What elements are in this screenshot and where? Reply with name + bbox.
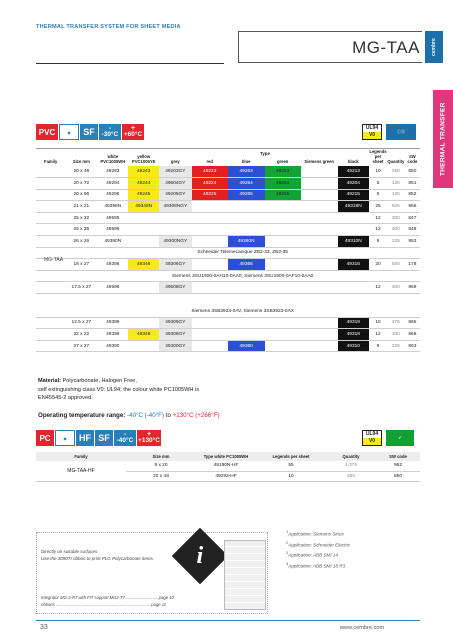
sf-badge: SF	[80, 124, 98, 140]
code-cell: 49215	[338, 189, 370, 201]
col-header: red	[206, 159, 213, 164]
legends-cell: 15	[369, 317, 387, 329]
info-text-2: Use the 3090TI ribbon to print PLG Polycarbonate items.	[41, 556, 155, 561]
size-cell: 25 x 32	[65, 212, 97, 224]
sw-code-cell: 847	[405, 212, 420, 224]
size-cell: 21 x 21	[65, 201, 97, 213]
size-cell: 20 x 48	[126, 471, 196, 481]
family-cell: MG-TAA-HF	[36, 461, 126, 481]
code-cell: 49316	[338, 259, 370, 271]
halogen-icon-2: ◆	[55, 430, 75, 446]
code-cell: 49598	[97, 282, 128, 294]
sw-code-cell: 848	[405, 224, 420, 236]
info-ref-1[interactable]: Integrator MG-2-R7 with FIT support MG2-T7 ........................... page 10	[41, 595, 174, 600]
footer-rule	[36, 620, 420, 621]
quantity-cell: 300	[387, 282, 405, 294]
code-cell: 49399	[97, 317, 128, 329]
halogen-icon: ◆	[59, 124, 79, 140]
code-cell	[301, 189, 338, 201]
family-cell	[36, 166, 65, 178]
sf-badge-2: SF	[95, 430, 113, 446]
code-cell: 49265	[228, 189, 265, 201]
col-header: Quantity	[387, 159, 405, 164]
spec-badges	[36, 124, 144, 140]
code-cell	[128, 212, 159, 224]
legends-cell: 55	[256, 461, 326, 471]
code-cell: 49264	[228, 178, 265, 190]
col-header: Siemens green	[304, 159, 335, 164]
quantity-cell: 1.375	[326, 461, 376, 471]
table-row	[36, 212, 420, 224]
size-cell: 9 x 20	[126, 461, 196, 471]
quantity-cell: 225	[387, 236, 405, 248]
code-cell	[265, 224, 301, 236]
pvc-badge: PVC	[36, 124, 58, 140]
table-row	[36, 166, 420, 178]
hot-badge-2: + +130°C	[138, 431, 160, 444]
table-row	[36, 461, 420, 471]
brand-logo: cembre	[425, 31, 443, 63]
family-cell	[36, 178, 65, 190]
code-cell: 49306GY	[159, 259, 192, 271]
code-cell: 49310	[338, 340, 370, 352]
table-row	[36, 189, 420, 201]
code-cell	[301, 259, 338, 271]
col-header: SW code	[376, 452, 420, 461]
quantity-cell: 250	[387, 166, 405, 178]
code-cell: 49253	[265, 166, 301, 178]
size-cell: 25 x 35	[65, 224, 97, 236]
code-cell	[159, 224, 192, 236]
code-cell: 49360N	[228, 236, 265, 248]
sw-code-cell: 866	[405, 329, 420, 341]
col-header: Family	[36, 452, 126, 461]
code-cell	[301, 224, 338, 236]
code-cell	[228, 282, 265, 294]
code-cell	[192, 340, 228, 352]
code-cell	[338, 224, 370, 236]
code-cell	[338, 212, 370, 224]
legends-cell: 5	[369, 189, 387, 201]
code-cell: 49254	[265, 178, 301, 190]
sw-code-cell: 953	[405, 236, 420, 248]
code-cell: 49504GY	[159, 178, 192, 190]
size-cell: 17.5 x 27	[65, 282, 97, 294]
col-header: yellow PVC1005YE	[131, 154, 156, 164]
code-cell: 49318	[338, 329, 370, 341]
family-cell	[36, 224, 65, 236]
code-cell	[192, 329, 228, 341]
quantity-cell: 125	[387, 178, 405, 190]
material-text: Material: Polycarbonate, Halogen Free, self extinguishing class V0: UL94; the colour white PC1005WH is EN45545-2 approved.	[38, 378, 200, 401]
code-cell	[192, 259, 228, 271]
code-cell: 49390N	[97, 236, 128, 248]
code-cell	[128, 236, 159, 248]
spec-badges-hf	[36, 430, 161, 446]
quantity-cell: 125	[387, 189, 405, 201]
code-cell: 49398N	[97, 201, 128, 213]
code-cell	[265, 329, 301, 341]
code-cell: 49310N	[338, 236, 370, 248]
code-cell: 49366	[228, 259, 265, 271]
code-cell	[192, 212, 228, 224]
code-cell: 49346	[128, 259, 159, 271]
code-cell: 49319	[338, 317, 370, 329]
sw-code-cell: 852	[405, 189, 420, 201]
legends-cell: 9	[369, 236, 387, 248]
type-cell: 49190N-HF	[196, 461, 256, 471]
footnote: $^3$Application: ABB SMI 14	[286, 551, 339, 558]
legends-cell: 10	[369, 166, 387, 178]
quantity-cell: 300	[387, 329, 405, 341]
code-cell	[265, 340, 301, 352]
size-cell: 12.5 x 27	[65, 317, 97, 329]
code-cell: 49225	[192, 189, 228, 201]
quantity-cell: 250	[326, 471, 376, 481]
code-cell	[301, 329, 338, 341]
legends-cell: 9	[369, 340, 387, 352]
legends-cell: 12	[369, 212, 387, 224]
legends-cell: 12	[369, 329, 387, 341]
footnote: $^2$Application: Schneider Electric	[286, 540, 351, 548]
family-cell	[36, 329, 65, 341]
family-cell	[36, 270, 65, 282]
rohs-icon: ✔	[386, 430, 414, 446]
legends-cell: 12	[369, 282, 387, 294]
table-row	[36, 282, 420, 294]
size-cell: 20 x 72	[65, 178, 97, 190]
quantity-cell: 625	[387, 201, 405, 213]
code-cell: 49508GY	[159, 282, 192, 294]
code-cell	[192, 317, 228, 329]
col-header: Size mm	[72, 159, 90, 164]
code-cell: 49294	[97, 178, 128, 190]
sw-code-cell: 863	[405, 340, 420, 352]
sw-code-cell: 850	[376, 471, 420, 481]
family-cell	[36, 236, 65, 248]
hf-table	[36, 452, 420, 482]
hot-badge: + +60°C	[123, 125, 143, 138]
info-text-1: Directly on suitable surfaces.	[41, 549, 99, 554]
note-row	[36, 306, 420, 318]
operating-temp: Operating temperature range: -40°C (-40°F) to +130°C (+266°F)	[38, 412, 220, 419]
header-rule	[36, 63, 224, 64]
quantity-cell: 300	[387, 224, 405, 236]
sheet-illustration	[224, 540, 266, 610]
code-cell	[301, 340, 338, 352]
code-cell: 49223	[192, 166, 228, 178]
code-cell: 49213	[338, 166, 370, 178]
legends-cell: 25	[369, 201, 387, 213]
code-cell	[301, 201, 338, 213]
code-cell	[128, 317, 159, 329]
code-cell: 49309GY	[159, 317, 192, 329]
col-header: blue	[241, 159, 251, 164]
code-cell: 49396	[97, 259, 128, 271]
code-cell: 49263	[228, 166, 265, 178]
type-label: Type	[260, 151, 270, 156]
side-tab[interactable]: THERMAL TRANSFER	[433, 90, 453, 188]
size-cell: 27 x 27	[65, 340, 97, 352]
code-cell: 49245	[128, 189, 159, 201]
code-cell: 49224	[192, 178, 228, 190]
note-cell: Siemens 3SB3923-0AV, Siemens 3SB3923-0AX	[65, 306, 420, 318]
info-icon: i	[172, 528, 229, 585]
size-cell: 20 x 48	[65, 166, 97, 178]
table-row	[36, 340, 420, 352]
code-cell	[228, 212, 265, 224]
code-cell	[265, 201, 301, 213]
sw-code-cell: 850	[405, 166, 420, 178]
code-cell: 49204	[338, 178, 370, 190]
code-cell	[128, 282, 159, 294]
col-header: grey	[170, 159, 180, 164]
sw-code-cell: 956	[405, 201, 420, 213]
code-cell	[265, 282, 301, 294]
family-cell	[36, 212, 65, 224]
sw-code-cell: 851	[405, 178, 420, 190]
note-row	[36, 270, 420, 282]
footer-url[interactable]: www.cembre.com	[340, 625, 385, 631]
product-title: MG-TAA	[352, 38, 420, 57]
table-row	[36, 259, 420, 271]
col-header: SW code	[407, 154, 418, 164]
sw-code-cell: 178	[405, 259, 420, 271]
cold-badge-2: - -40°C	[114, 430, 136, 446]
table-row	[36, 224, 420, 236]
code-cell	[159, 212, 192, 224]
table-row	[36, 329, 420, 341]
note-cell: Schneider Telemecanique ZB2-33, ZB2-35	[65, 247, 420, 259]
footnotes	[286, 528, 350, 571]
code-cell: 49348	[128, 329, 159, 341]
code-cell: 49300GY	[159, 340, 192, 352]
code-cell: 49308GY	[159, 329, 192, 341]
code-cell: 49205GY	[159, 189, 192, 201]
code-cell	[192, 201, 228, 213]
col-header: black	[347, 159, 359, 164]
code-cell: 49596	[97, 224, 128, 236]
size-cell: 26 x 26	[65, 236, 97, 248]
sw-code-cell: 865	[405, 317, 420, 329]
code-cell	[301, 178, 338, 190]
footnote: $^4$Application: ABB SMI 18 R3	[286, 562, 346, 569]
code-cell: 49390	[97, 340, 128, 352]
col-header: Size mm	[126, 452, 196, 461]
table-row	[36, 178, 420, 190]
legends-cell: 12	[369, 224, 387, 236]
code-cell	[301, 166, 338, 178]
size-cell: 18 x 27	[65, 259, 97, 271]
code-cell	[301, 282, 338, 294]
code-cell	[301, 212, 338, 224]
code-cell: 49595	[97, 212, 128, 224]
cold-badge: - -30°C	[99, 124, 121, 140]
code-cell: 49295	[97, 189, 128, 201]
code-cell: 49255	[265, 189, 301, 201]
col-header: Quantity	[326, 452, 376, 461]
code-cell	[228, 224, 265, 236]
page-number: 33	[40, 624, 48, 631]
code-cell	[265, 259, 301, 271]
sw-code-cell: 962	[376, 461, 420, 471]
size-cell: 22 x 22	[65, 329, 97, 341]
code-cell: 49293	[97, 166, 128, 178]
col-header: white PVC1005WH	[100, 154, 126, 164]
code-cell	[192, 224, 228, 236]
info-ref-2[interactable]: ribbons ................................................................................. page 11	[41, 602, 167, 607]
code-cell	[301, 317, 338, 329]
legends-cell: 20	[369, 259, 387, 271]
family-cell	[36, 317, 65, 329]
col-header: Legends per sheet	[369, 149, 387, 164]
code-cell: 49203GY	[159, 166, 192, 178]
table-row	[36, 317, 420, 329]
code-cell	[301, 236, 338, 248]
footnote: $^1$Application: Siemens Sirius	[286, 530, 344, 537]
family-label: MG-TAA	[44, 257, 64, 263]
family-cell	[36, 282, 65, 294]
code-cell	[128, 224, 159, 236]
family-cell	[36, 340, 65, 352]
code-cell	[192, 236, 228, 248]
sw-code-cell: 969	[405, 282, 420, 294]
note-row	[36, 247, 420, 259]
code-cell	[228, 317, 265, 329]
note-cell: Siemens 3SU1900-0AH10-0AA0; Siemens 3SU1900-0AF10-0AA0	[65, 270, 420, 282]
quantity-cell: 300	[387, 212, 405, 224]
code-cell: 49360	[228, 340, 265, 352]
col-header: green	[276, 159, 289, 164]
code-cell: 49300NGY	[159, 236, 192, 248]
code-cell	[228, 201, 265, 213]
table-row	[36, 236, 420, 248]
code-cell: 49308NGY	[159, 201, 192, 213]
code-cell	[192, 282, 228, 294]
col-header: Legends per sheet	[256, 452, 326, 461]
family-cell	[36, 306, 65, 318]
hf-badge: HF	[76, 430, 94, 446]
main-table	[36, 149, 420, 352]
code-cell	[228, 329, 265, 341]
code-cell	[265, 236, 301, 248]
size-cell: 20 x 96	[65, 189, 97, 201]
quantity-cell: 375	[387, 317, 405, 329]
ul94-badge-2: UL94 V0	[362, 430, 382, 446]
code-cell: 49244	[128, 178, 159, 190]
certification-icon: ⓡⓤ	[386, 124, 416, 140]
code-cell: 49318N	[338, 201, 370, 213]
code-cell	[128, 340, 159, 352]
legends-cell: 5	[369, 178, 387, 190]
quantity-cell: 225	[387, 340, 405, 352]
code-cell: 49398	[97, 329, 128, 341]
code-cell	[265, 212, 301, 224]
quantity-cell: 500	[387, 259, 405, 271]
code-cell	[265, 317, 301, 329]
ul94-badge: UL94 V0	[362, 124, 382, 140]
code-cell: 49243	[128, 166, 159, 178]
code-cell	[338, 282, 370, 294]
col-header: Type white PC1005WH	[196, 452, 256, 461]
col-header: Family	[44, 159, 58, 164]
legends-cell: 10	[256, 471, 326, 481]
section-title: THERMAL TRANSFER SYSTEM FOR SHEET MEDIA	[36, 24, 181, 30]
code-cell: 49348N	[128, 201, 159, 213]
type-cell: 49293-HF	[196, 471, 256, 481]
family-cell	[36, 201, 65, 213]
table-row	[36, 201, 420, 213]
main-table-wrap	[36, 148, 420, 352]
family-cell	[36, 189, 65, 201]
pc-badge: PC	[36, 430, 54, 446]
